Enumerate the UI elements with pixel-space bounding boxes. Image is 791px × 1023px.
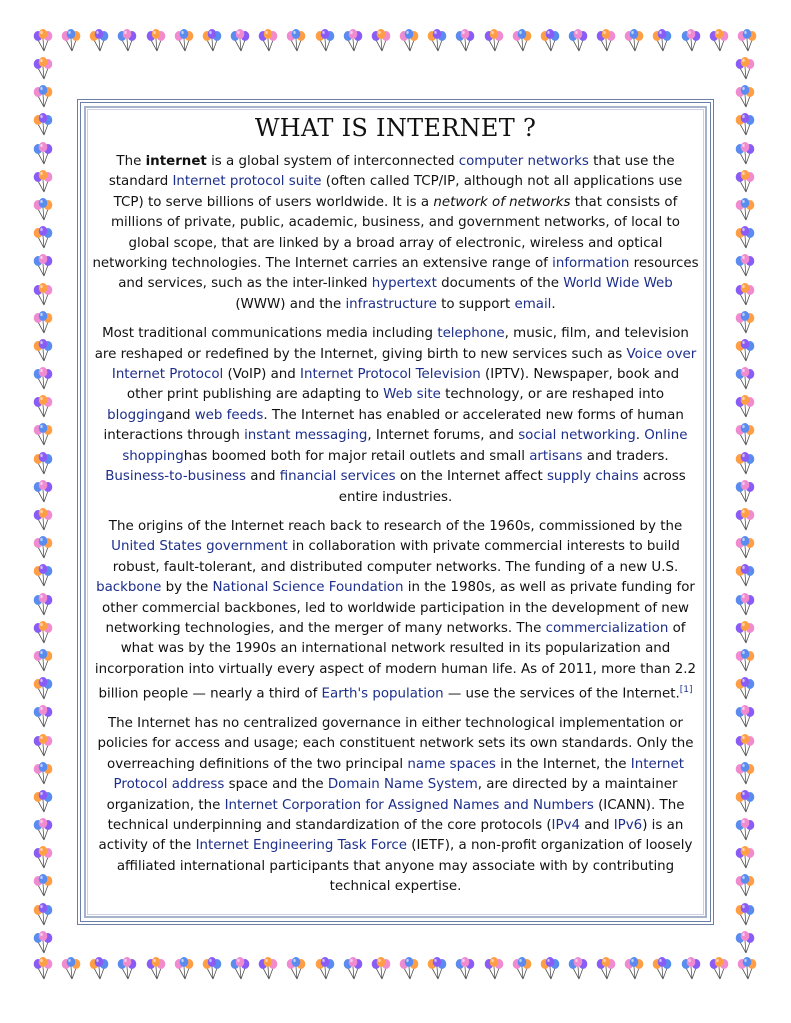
balloon-bunch-icon bbox=[481, 956, 507, 984]
balloon-bunch-icon bbox=[396, 28, 422, 56]
balloon-bunch-icon bbox=[732, 197, 760, 223]
text-run: The bbox=[116, 154, 146, 169]
balloon-bunch-icon bbox=[227, 956, 253, 984]
text-run: resources and services, such as the inter-linked bbox=[118, 256, 699, 292]
balloon-bunch-icon bbox=[171, 956, 197, 984]
hyperlink[interactable]: IPv6 bbox=[613, 818, 643, 834]
balloon-bunch-icon bbox=[732, 84, 760, 110]
balloon-bunch-icon bbox=[732, 479, 760, 505]
text-run: in collaboration with private commercial interests to build robust, fault-tolerant, and distributed computer networks. The funding of a new U.S. bbox=[112, 539, 680, 575]
hyperlink[interactable]: instant messaging bbox=[244, 428, 368, 444]
balloon-bunch-icon bbox=[565, 956, 591, 984]
balloon-bunch-icon bbox=[171, 28, 197, 56]
balloon-bunch-icon bbox=[424, 28, 450, 56]
balloon-bunch-icon bbox=[30, 676, 58, 702]
balloon-border-bottom bbox=[30, 956, 760, 984]
balloon-bunch-icon bbox=[30, 479, 58, 505]
balloon-bunch-icon bbox=[312, 28, 338, 56]
hyperlink[interactable]: artisans bbox=[529, 448, 583, 464]
balloon-bunch-icon bbox=[732, 535, 760, 561]
balloon-bunch-icon bbox=[732, 141, 760, 167]
balloon-bunch-icon bbox=[481, 28, 507, 56]
paragraph-4 bbox=[92, 714, 699, 898]
hyperlink[interactable]: Internet Corporation for Assigned Names and Numbers bbox=[224, 797, 594, 813]
balloon-bunch-icon bbox=[30, 956, 56, 984]
balloon-bunch-icon bbox=[734, 956, 760, 984]
balloon-bunch-icon bbox=[30, 704, 58, 730]
balloon-bunch-icon bbox=[30, 535, 58, 561]
italic-term: network of networks bbox=[433, 194, 571, 210]
balloon-bunch-icon bbox=[30, 733, 58, 759]
paragraph-2 bbox=[92, 324, 699, 508]
balloon-bunch-icon bbox=[30, 169, 58, 195]
text-run: to support bbox=[436, 296, 515, 312]
balloon-bunch-icon bbox=[593, 956, 619, 984]
text-run: (VoIP) and bbox=[223, 367, 301, 383]
balloon-bunch-icon bbox=[30, 451, 58, 477]
balloon-bunch-icon bbox=[452, 28, 478, 56]
hyperlink[interactable]: Internet Protocol Television bbox=[300, 367, 481, 383]
text-run: is a global system of interconnected bbox=[206, 154, 459, 169]
balloon-bunch-icon bbox=[30, 902, 58, 928]
balloon-bunch-icon bbox=[732, 310, 760, 336]
balloon-bunch-icon bbox=[706, 956, 732, 984]
hyperlink[interactable]: supply chains bbox=[546, 469, 639, 485]
balloon-bunch-icon bbox=[30, 141, 58, 167]
text-run: has boomed both for major retail outlets and small bbox=[183, 448, 530, 464]
hyperlink[interactable]: Business-to-business bbox=[105, 469, 247, 485]
text-run: documents of the bbox=[436, 276, 564, 292]
citation-ref[interactable]: [1] bbox=[679, 685, 693, 696]
balloon-bunch-icon bbox=[227, 28, 253, 56]
balloon-bunch-icon bbox=[732, 845, 760, 871]
balloon-bunch-icon bbox=[30, 563, 58, 589]
balloon-bunch-icon bbox=[732, 366, 760, 392]
balloon-bunch-icon bbox=[649, 28, 675, 56]
balloon-bunch-icon bbox=[678, 28, 704, 56]
balloon-bunch-icon bbox=[732, 253, 760, 279]
balloon-bunch-icon bbox=[30, 761, 58, 787]
hyperlink[interactable]: Earth's population bbox=[321, 686, 444, 702]
hyperlink[interactable]: Internet protocol suite bbox=[172, 174, 322, 190]
balloon-bunch-icon bbox=[283, 956, 309, 984]
balloon-bunch-icon bbox=[732, 817, 760, 843]
hyperlink[interactable]: World Wide Web bbox=[563, 276, 673, 292]
balloon-bunch-icon bbox=[143, 28, 169, 56]
balloon-bunch-icon bbox=[621, 956, 647, 984]
text-run: ) is an activity of the bbox=[98, 818, 684, 854]
balloon-bunch-icon bbox=[732, 648, 760, 674]
text-run: (often called TCP/IP, although not all applications use TCP) to serve billions of users worldwide. It is a bbox=[113, 174, 683, 210]
balloon-bunch-icon bbox=[732, 422, 760, 448]
balloon-bunch-icon bbox=[732, 902, 760, 928]
balloon-bunch-icon bbox=[732, 930, 760, 956]
balloon-bunch-icon bbox=[732, 169, 760, 195]
bold-term: internet bbox=[145, 154, 207, 169]
hyperlink[interactable]: commercialization bbox=[545, 620, 669, 636]
hyperlink[interactable]: name spaces bbox=[407, 756, 496, 772]
balloon-bunch-icon bbox=[593, 28, 619, 56]
balloon-bunch-icon bbox=[732, 733, 760, 759]
hyperlink[interactable]: backbone bbox=[96, 580, 162, 596]
balloon-bunch-icon bbox=[732, 676, 760, 702]
balloon-bunch-icon bbox=[30, 310, 58, 336]
balloon-bunch-icon bbox=[732, 451, 760, 477]
balloon-bunch-icon bbox=[732, 112, 760, 138]
balloon-bunch-icon bbox=[86, 28, 112, 56]
balloon-bunch-icon bbox=[114, 956, 140, 984]
hyperlink[interactable]: telephone bbox=[437, 326, 505, 342]
paragraph-3 bbox=[92, 517, 699, 705]
text-run: , are directed by a maintainer organization, the bbox=[106, 777, 678, 813]
balloon-bunch-icon bbox=[143, 956, 169, 984]
hyperlink[interactable]: Internet Engineering Task Force bbox=[195, 838, 407, 854]
text-run: and bbox=[580, 818, 614, 834]
text-run: in the Internet, the bbox=[495, 756, 631, 772]
balloon-bunch-icon bbox=[734, 28, 760, 56]
balloon-bunch-icon bbox=[30, 817, 58, 843]
balloon-border-right bbox=[732, 56, 760, 956]
balloon-bunch-icon bbox=[732, 592, 760, 618]
balloon-bunch-icon bbox=[30, 56, 58, 82]
balloon-bunch-icon bbox=[30, 592, 58, 618]
text-run: — use the services of the Internet. bbox=[443, 686, 680, 702]
balloon-bunch-icon bbox=[678, 956, 704, 984]
hyperlink[interactable]: Web site bbox=[383, 387, 441, 403]
balloon-bunch-icon bbox=[732, 56, 760, 82]
balloon-bunch-icon bbox=[30, 282, 58, 308]
text-run: (WWW) and the bbox=[235, 296, 346, 312]
balloon-bunch-icon bbox=[732, 394, 760, 420]
text-run: and bbox=[246, 469, 280, 485]
balloon-bunch-icon bbox=[368, 28, 394, 56]
balloon-border-left bbox=[30, 56, 58, 956]
balloon-bunch-icon bbox=[732, 507, 760, 533]
hyperlink[interactable]: hypertext bbox=[371, 276, 437, 292]
text-run: . bbox=[635, 428, 645, 444]
balloon-bunch-icon bbox=[509, 28, 535, 56]
hyperlink[interactable]: social networking bbox=[518, 428, 636, 444]
hyperlink[interactable]: United States government bbox=[111, 539, 288, 555]
balloon-bunch-icon bbox=[732, 338, 760, 364]
balloon-bunch-icon bbox=[114, 28, 140, 56]
balloon-bunch-icon bbox=[30, 873, 58, 899]
balloon-bunch-icon bbox=[340, 956, 366, 984]
balloon-bunch-icon bbox=[368, 956, 394, 984]
balloon-bunch-icon bbox=[30, 789, 58, 815]
balloon-bunch-icon bbox=[199, 28, 225, 56]
balloon-bunch-icon bbox=[255, 956, 281, 984]
balloon-bunch-icon bbox=[732, 761, 760, 787]
balloon-bunch-icon bbox=[732, 563, 760, 589]
balloon-bunch-icon bbox=[452, 956, 478, 984]
balloon-bunch-icon bbox=[58, 956, 84, 984]
text-run: space and the bbox=[224, 777, 328, 793]
text-run: (ICANN). The technical underpinning and standardization of the core protocols ( bbox=[107, 797, 685, 834]
balloon-bunch-icon bbox=[732, 873, 760, 899]
balloon-bunch-icon bbox=[30, 338, 58, 364]
balloon-bunch-icon bbox=[732, 282, 760, 308]
text-run: technology, or are reshaped into bbox=[440, 387, 665, 403]
balloon-bunch-icon bbox=[537, 28, 563, 56]
text-run: of what was by the 1990s an international network resulted in its popularization and incorporation into virtually every aspect of modern human life. As of 2011, more than 2.2 billion people — nearly a third of bbox=[94, 620, 697, 702]
hyperlink[interactable]: information bbox=[552, 256, 630, 272]
text-run: , music, film, and television are reshaped or redefined by the Internet, giving birth to new services such as bbox=[94, 326, 689, 362]
balloon-bunch-icon bbox=[58, 28, 84, 56]
text-run: on the Internet affect bbox=[395, 469, 547, 485]
hyperlink[interactable]: email bbox=[514, 296, 552, 312]
text-run: across entire industries. bbox=[338, 469, 686, 505]
text-run: and traders. bbox=[582, 448, 669, 464]
text-run: that consists of millions of private, public, academic, business, and government networks, of local to global scope, that are linked by a broad array of electronic, wireless and optical networking technologies. The Internet carries an extensive range of bbox=[92, 194, 680, 272]
hyperlink[interactable]: infrastructure bbox=[345, 296, 437, 312]
balloon-bunch-icon bbox=[424, 956, 450, 984]
balloon-bunch-icon bbox=[312, 956, 338, 984]
balloon-bunch-icon bbox=[30, 930, 58, 956]
balloon-bunch-icon bbox=[30, 253, 58, 279]
balloon-bunch-icon bbox=[30, 620, 58, 646]
balloon-bunch-icon bbox=[86, 956, 112, 984]
balloon-bunch-icon bbox=[30, 225, 58, 251]
balloon-bunch-icon bbox=[30, 197, 58, 223]
balloon-bunch-icon bbox=[340, 28, 366, 56]
balloon-bunch-icon bbox=[706, 28, 732, 56]
text-run: by the bbox=[161, 580, 213, 596]
balloon-bunch-icon bbox=[732, 789, 760, 815]
balloon-bunch-icon bbox=[732, 225, 760, 251]
balloon-bunch-icon bbox=[30, 112, 58, 138]
balloon-border-top bbox=[30, 28, 760, 56]
hyperlink[interactable]: National Science Foundation bbox=[212, 580, 404, 596]
balloon-bunch-icon bbox=[565, 28, 591, 56]
hyperlink[interactable]: web feeds bbox=[194, 407, 264, 423]
hyperlink[interactable]: Voice over Internet Protocol bbox=[111, 346, 697, 383]
paragraph-1 bbox=[92, 152, 699, 315]
text-run: The origins of the Internet reach back to research of the 1960s, commissioned by the bbox=[108, 518, 683, 534]
text-run: (IETF), a non-profit organization of loosely affiliated international participants that anyone may associate with by contributing technical expertise. bbox=[116, 838, 693, 895]
balloon-bunch-icon bbox=[509, 956, 535, 984]
balloon-bunch-icon bbox=[30, 366, 58, 392]
balloon-bunch-icon bbox=[30, 648, 58, 674]
hyperlink[interactable]: computer networks bbox=[458, 154, 589, 169]
balloon-bunch-icon bbox=[732, 704, 760, 730]
hyperlink[interactable]: Internet Protocol address bbox=[113, 756, 684, 793]
balloon-bunch-icon bbox=[255, 28, 281, 56]
hyperlink[interactable]: IPv4 bbox=[551, 818, 581, 834]
text-run: and bbox=[165, 407, 195, 423]
balloon-bunch-icon bbox=[30, 422, 58, 448]
hyperlink[interactable]: blogging bbox=[107, 407, 166, 423]
balloon-bunch-icon bbox=[30, 28, 56, 56]
text-run: . The Internet has enabled or accelerated new forms of human interactions through bbox=[103, 407, 684, 444]
document-body bbox=[92, 104, 699, 907]
hyperlink[interactable]: financial services bbox=[279, 469, 396, 485]
balloon-bunch-icon bbox=[732, 620, 760, 646]
balloon-bunch-icon bbox=[537, 956, 563, 984]
text-run: Most traditional communications media including bbox=[102, 326, 438, 342]
text-run: (IPTV). Newspaper, book and other print publishing are adapting to bbox=[126, 367, 680, 403]
text-run: The Internet has no centralized governance in either technological implementation or policies for access and usage; each constituent network sets its own standards. Only the overreaching definitions of the two principal bbox=[97, 716, 694, 772]
hyperlink[interactable]: Domain Name System bbox=[327, 777, 478, 793]
balloon-bunch-icon bbox=[30, 845, 58, 871]
text-run: that use the standard bbox=[108, 154, 675, 190]
balloon-bunch-icon bbox=[621, 28, 647, 56]
balloon-bunch-icon bbox=[649, 956, 675, 984]
text-run: in the 1980s, as well as private funding for other commercial backbones, led to worldwide participation in the development of new networking technologies, and the merger of many networks. The bbox=[102, 580, 695, 636]
balloon-bunch-icon bbox=[199, 956, 225, 984]
text-run: . bbox=[551, 296, 556, 312]
balloon-bunch-icon bbox=[30, 507, 58, 533]
text-run: , Internet forums, and bbox=[367, 428, 519, 444]
balloon-bunch-icon bbox=[30, 84, 58, 110]
balloon-bunch-icon bbox=[396, 956, 422, 984]
balloon-bunch-icon bbox=[283, 28, 309, 56]
hyperlink[interactable]: Online shopping bbox=[122, 428, 688, 464]
balloon-bunch-icon bbox=[30, 394, 58, 420]
page-title: WHAT IS INTERNET ? bbox=[254, 114, 537, 142]
